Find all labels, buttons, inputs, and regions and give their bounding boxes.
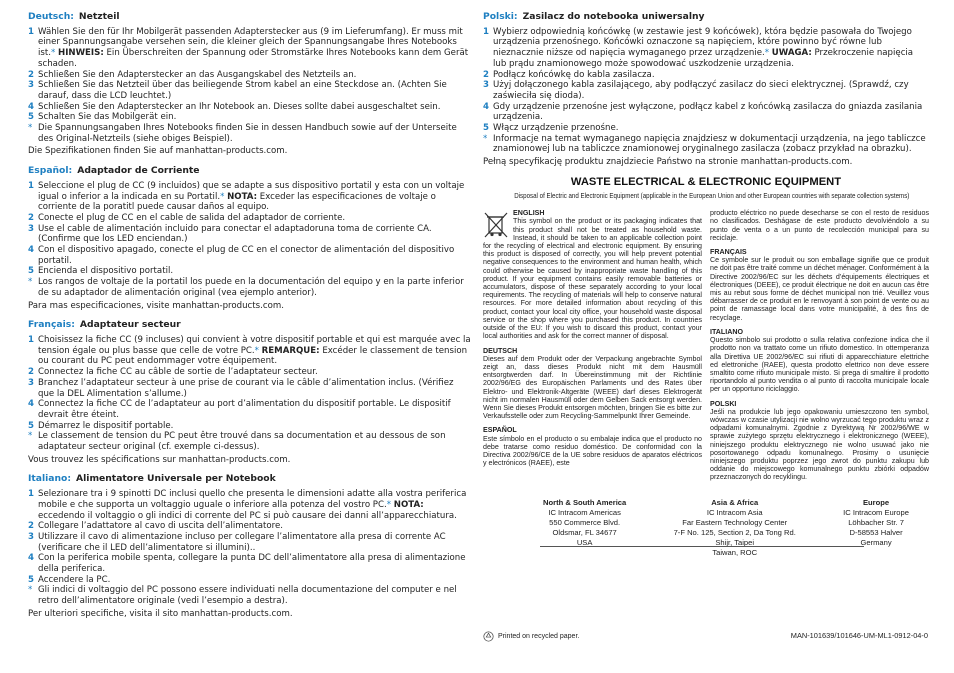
step-item: [483, 80, 929, 101]
step-text: [38, 335, 472, 367]
left-column: [28, 12, 472, 629]
step-number: 2: [28, 367, 34, 378]
step-number: 3: [28, 80, 34, 91]
weee-language-heading: ESPAÑOL: [483, 426, 517, 435]
step-number: 2: [28, 212, 34, 223]
step-item: [28, 213, 472, 224]
step-item: [28, 575, 472, 586]
step-note-label: UWAGA:: [771, 48, 812, 59]
document-code: MAN-101639/101646-UM-ML1-0912-04-0: [790, 631, 928, 640]
section-heading: [28, 166, 472, 177]
step-main-text: Schließen Sie den Adapterstecker an Ihr Notebook an. Dieses sollte dabei ausgeschaltet sein.: [38, 101, 441, 112]
weee-paragraph: Ce symbole sur le produit ou son emballage signifie que ce produit ne doit pas être traité comme un déchet ménager. Conformément à la Directive 2002/96/EC sur les déchets d’équipements électriques et électroniques (DEEE), ce produit électrique ne doit en aucun cas être mis au rebut sous forme de déchet municipal non trié. Veuillez vous débarrasser de ce produit en le renvoyant à son point de vente ou au point de ramassage local dans votre municipalité, à des fins de recyclage.: [710, 256, 929, 322]
step-text: [38, 399, 472, 420]
note-asterisk: *: [50, 48, 56, 59]
section-title: Adaptateur secteur: [79, 319, 181, 331]
step-number: 1: [28, 489, 34, 500]
step-item: [28, 80, 472, 101]
step-main-text: Connectez la fiche CC de l’adaptateur au port d’alimentation du dispositif portable. Le dispositif devrait être éteint.: [38, 399, 451, 420]
step-note-label: HINWEIS:: [58, 48, 104, 59]
step-text: [38, 102, 472, 113]
address-line: 7-F No. 125, Section 2, Da Tong Rd.: [673, 527, 796, 537]
weee-paragraph: Questo simbolo sui prodotto o sulla relativa confezione indica che il prodotto non va trattato come un rifiuto domestico. In ottemperanza alla Direttiva UE 2002/96/EC sui rifiuti di apparecchiature elettriche ed elettroniche (RAEE), questa prodotto elettrico non deve essere smaltito come rifiuto municipale misto. Si prega di smaltire il prodotto riportandolo al punto vendita o al punto di raccolta municipale locale per un opportuno riciclaggio.: [710, 336, 929, 394]
step-item: [28, 266, 472, 277]
step-main-text: Use el cable de alimentación incluido para conectar el adaptadoruna toma de corriente CA. (Confirme que los LED enciendan.): [38, 223, 432, 245]
spec-footer: Die Spezifikationen finden Sie auf manhattan-products.com.: [28, 146, 288, 157]
step-number: 2: [28, 69, 34, 80]
step-main-text: Schließen Sie den Adapterstecker an das Ausgangskabel des Netzteils an.: [38, 69, 357, 80]
address-1: [674, 498, 796, 558]
step-note-label: REMARQUE:: [261, 345, 320, 356]
language-label: Deutsch:: [28, 11, 74, 22]
step-main-text: Choisissez la fiche CC (9 incluses) qui convient à votre dispositif portable et qui est marquée avec la tension égale ou plus basse que celle de votre PC.: [38, 334, 471, 356]
address-line: IC Intracom Asia: [706, 507, 763, 517]
section-title: Netzteil: [78, 11, 120, 22]
weee-paragraph: Este símbolo en el producto o su embalaje indica que el producto no debe tratarse como residuo doméstico. De conformidad con la Directiva 2002/96/CE de la UE sobre residuos de aparatos eléctricos y electrónicos (RAEE), este: [483, 434, 702, 468]
address-line: Germany: [860, 537, 892, 547]
note-asterisk: *: [220, 191, 225, 202]
step-main-text: Schalten Sie das Mobilgerät ein.: [38, 112, 177, 123]
step-number: 1: [483, 26, 489, 37]
section-heading: [28, 12, 472, 23]
voltage-note: [28, 585, 472, 606]
step-text: [38, 181, 472, 213]
note-asterisk: *: [254, 345, 259, 356]
step-main-text: Włącz urządzenie przenośne.: [493, 123, 619, 134]
step-text: [493, 123, 929, 134]
step-main-text: Podłącz końcówkę do kabla zasilacza.: [493, 69, 655, 80]
address-line: D-58553 Halver: [849, 527, 903, 537]
step-number: 5: [28, 420, 34, 431]
step-note-text: Exceder las especificaciones de voltaje o corriente de la poratitl puede causar daños al equipo.: [38, 191, 436, 213]
crossed-bin-icon: [483, 211, 509, 239]
voltage-note: [28, 277, 472, 298]
address-line: Taiwan, ROC: [712, 547, 758, 557]
weee-language-heading: ITALIANO: [710, 327, 743, 336]
step-main-text: Wählen Sie den für Ihr Mobilgerät passenden Adapterstecker aus (9 im Lieferumfang). Er muss mit einer Spannungsangabe versehen sein, die kleiner gleich der Spannungsangabe Ihres Notebooks ist.: [38, 26, 463, 59]
step-main-text: Schließen Sie das Netzteil über das beiliegende Strom kabel an eine Steckdose an. (Achten Sie darauf, dass die LCD leuchtet.): [38, 80, 447, 101]
step-text: [38, 532, 472, 553]
section-title: Alimentatore Universale per Notebook: [76, 473, 276, 485]
step-item: [28, 532, 472, 553]
address-0: [543, 498, 626, 558]
step-number: 1: [28, 180, 34, 191]
note-marker: *: [28, 277, 33, 288]
weee-col-1: [483, 209, 702, 487]
weee-language-heading: FRANÇAIS: [710, 248, 747, 257]
address-line: IC Intracom Europe: [843, 507, 909, 517]
step-text: [493, 27, 929, 70]
step-main-text: Accendere la PC.: [38, 574, 111, 585]
step-item: [28, 224, 472, 245]
step-item: [28, 367, 472, 378]
address-region: North & South America: [543, 497, 627, 507]
step-item: [28, 70, 472, 81]
voltage-note-text: Gli indici di voltaggio del PC possono essere individuati nella documentazione del computer e nel retro dell’alimentatore originale (vedi l’esempio a destra).: [38, 585, 457, 607]
step-text: [38, 70, 472, 81]
spec-footer: Pełną specyfikację produktu znajdziecie Państwo na stronie manhattan-products.com.: [483, 157, 853, 168]
recycled-note: [483, 631, 579, 642]
page-footer: [483, 631, 928, 642]
step-number: 5: [28, 574, 34, 585]
step-main-text: Wybierz odpowiednią końcówkę (w zestawie jest 9 końcówek), która będzie pasowała do Twojego urządzenia przenośnego. Końcówki oznaczone są napięciem, które powinno być równe lub nieznacznie niższe od napięcia wymaganego przez urządzenie.: [493, 26, 912, 59]
step-text: [38, 266, 472, 277]
weee-paragraph: producto eléctrico no puede desecharse se con el resto de residuos no clasificados. Deshágase de este producto devolviéndolo a su punto de venta o a un punto de recolección municipal para su reciclaje.: [710, 209, 929, 242]
weee-paragraph: Jeśli na produkcie lub jego opakowaniu umieszczono ten symbol, wówczas w czasie utylizacji nie wolno wyrzucać tego produktu wraz z odpadami komunalnymi. Zgodnie z Dyrektywą Nr 2002/96/WE w sprawie zużytego sprzętu elektrycznego i elektronicznego (WEEE), niniejszego produktu elektrycznego nie wolno usuwać jako nie posortowanego odpadu komunalnego. Prosimy o usunięcie niniejszego produktu poprzez jego zwrot do punktu zakupu lub oddanie do miejscowego komunalnego punktu zbiórki odpadów przeznaczonych do recyklingu.: [710, 407, 929, 482]
step-text: [38, 489, 472, 521]
step-item: [483, 123, 929, 134]
note-marker: *: [28, 123, 33, 134]
language-label: Italiano:: [28, 473, 72, 485]
step-main-text: Collegare l’adattatore al cavo di uscita dell’alimentatore.: [38, 521, 283, 532]
step-text: [493, 70, 929, 81]
step-item: [28, 553, 472, 574]
section-heading: [28, 474, 472, 485]
step-note-label: NOTA:: [393, 499, 424, 510]
step-number: 5: [28, 112, 34, 123]
voltage-note-text: Los rangos de voltaje de la portatil los puede en la documentación del equipo y en la parte inferior de su adaptador de alimentación original (vea ejemplo anterior).: [38, 277, 464, 298]
step-main-text: Con el dispositivo apagado, conecte el plug de CC en el conector de alimentación del dispositivo portatil.: [38, 245, 455, 266]
step-number: 4: [28, 399, 34, 410]
weee-language-heading: DEUTSCH: [483, 346, 518, 355]
note-asterisk: *: [764, 48, 770, 59]
language-label: Polski:: [483, 11, 518, 22]
section-es: [28, 166, 472, 311]
step-number: 5: [28, 266, 34, 277]
weee-title: WASTE ELECTRICAL & ELECTRONIC EQUIPMENT: [570, 175, 842, 188]
note-marker: *: [28, 585, 33, 596]
step-item: [483, 102, 929, 123]
weee-subtitle: Disposal of Electric and Electronic Equipment (applicable in the European Union and other European countries with separate collection systems): [514, 190, 910, 200]
address-line: IC Intracom Americas: [548, 507, 621, 517]
step-item: [483, 27, 929, 70]
step-item: [28, 521, 472, 532]
step-item: [28, 489, 472, 521]
step-number: 4: [28, 245, 34, 256]
weee-col-2: [710, 209, 929, 487]
step-note-text: eccedendo il voltaggio o gli indici di corrente del PC si può causare dei danni all’apparecchiatura.: [38, 510, 457, 521]
step-number: 4: [483, 101, 489, 112]
note-marker: *: [28, 431, 33, 442]
step-number: 5: [483, 123, 489, 134]
recycled-text: Printed on recycled paper.: [498, 633, 580, 640]
step-main-text: Gdy urządzenie przenośne jest wyłączone, podłącz kabel z końcówką zasilacza do gniazda zasilania urządzenia.: [493, 101, 923, 123]
step-text: [38, 245, 472, 266]
step-text: [38, 213, 472, 224]
step-main-text: Seleccione el plug de CC (9 incluidos) que se adapte a sus dispositivo portatil y esta con un voltaje igual o inferior a la indicada en su Portatil.: [38, 180, 465, 202]
weee-paragraph: This symbol on the product or its packaging indicates that this product shall not be treated as household waste. Instead, it should be taken to an applicable collection point for the recycling of electrical and electronic equipment. By ensuring this product is disposed of correctly, you will help prevent potential negative consequences to the environment and human health, which could otherwise be caused by inappropriate waste handling of this product. If your equipment contains easily removable batteries or accumulators, dispose of these separately according to your local requirements. The recycling of materials will help to conserve natural resources. For more detailed information about recycling of this product, contact your local city office, your household waste disposal service or the shop where you purchased this product. In countries outside of the EU: If you wish to discard this product, contact your local authorities and ask for the correct manner of disposal.: [483, 217, 702, 341]
note-marker: *: [483, 133, 488, 144]
step-number: 3: [483, 80, 489, 91]
address-block: [543, 498, 909, 558]
address-region: Europe: [862, 497, 890, 507]
weee-language-heading: ENGLISH: [513, 209, 545, 218]
step-text: [493, 102, 929, 123]
step-item: [28, 102, 472, 113]
step-text: [38, 80, 472, 101]
address-line: Far Eastern Technology Center: [682, 517, 788, 527]
voltage-note-text: Die Spannungsangaben Ihres Notebooks finden Sie in dessen Handbuch sowie auf der Unterseite des Original-Netzteils (siehe obiges Beispiel).: [38, 123, 457, 144]
step-text: [38, 421, 472, 432]
address-divider: [540, 546, 864, 547]
voltage-note: [28, 123, 472, 144]
step-number: 2: [483, 69, 489, 80]
address-line: Oldsmar, FL 34677: [552, 527, 617, 537]
address-2: [843, 498, 909, 558]
step-item: [28, 335, 472, 367]
step-number: 4: [28, 553, 34, 564]
right-column: [483, 12, 929, 558]
step-text: [493, 80, 929, 101]
voltage-note: [483, 134, 929, 155]
step-text: [38, 378, 472, 399]
section-fr: [28, 320, 472, 465]
address-line: Löhbacher Str. 7: [848, 517, 904, 527]
step-item: [28, 27, 472, 70]
language-label: Français:: [28, 319, 75, 331]
step-number: 2: [28, 521, 34, 532]
step-number: 3: [28, 377, 34, 388]
weee-paragraph: Dieses auf dem Produkt oder der Verpackung angebrachte Symbol zeigt an, dass dieses Produkt nicht mit dem Hausmüll entsorgtwerden darf. In Übereinstimmung mit der Richtlinie 2002/96/EG des Europäischen Parlaments und des Rates über Elektro- und Elektronik-Altgeräte (WEEE) darf dieses Elektrogerät nicht im normalen Hausmüll oder dem Gelben Sack entsorgt werden. Wenn Sie dieses Produkt entsorgen möchten, bringen Sie es bitte zur Verkaufsstelle oder zum Recycling-Sammelpunkt Ihrer Gemeinde.: [483, 354, 702, 421]
step-text: [38, 224, 472, 245]
step-main-text: Encienda el dispositivo portatil.: [38, 266, 174, 277]
step-item: [483, 70, 929, 81]
step-main-text: Użyj dołączonego kabla zasilającego, aby podłączyć zasilacz do sieci elektrycznej. (Sprawdź, czy zaświeciła się dioda).: [493, 80, 909, 101]
step-main-text: Conecte el plug de CC en el cable de salida del adaptador de corriente.: [38, 212, 346, 223]
step-item: [28, 245, 472, 266]
voltage-note-text: Informacje na temat wymaganego napięcia znajdziesz w dokumentacji urządzenia, na jego tabliczce znamionowej lub na tabliczce znamionowej oryginalnego zasilacza (zobacz przykład na obrazku).: [493, 133, 926, 155]
step-text: [38, 27, 472, 70]
section-heading: [483, 12, 929, 23]
address-line: Shijr, Taipei: [715, 537, 755, 547]
step-number: 3: [28, 223, 34, 234]
section-title: Adaptador de Corriente: [77, 165, 200, 177]
step-item: [28, 399, 472, 420]
address-region: Asia & Africa: [711, 497, 759, 507]
section-heading: [28, 320, 472, 331]
note-asterisk: *: [386, 499, 392, 510]
step-item: [28, 378, 472, 399]
step-main-text: Branchez l’adaptateur secteur à une prise de courant via le câble d’alimentation inclus. (Vérifiez que la DEL Alimentation s’allume.): [38, 377, 454, 399]
section-title: Zasilacz do notebooka uniwersalny: [522, 11, 705, 22]
spec-footer: Vous trouvez les spécifications sur manhattan-products.com.: [28, 454, 291, 465]
step-main-text: Con la periferica mobile spenta, collegare la punta DC dell’alimentatore alla presa di alimentazione della periferica.: [38, 553, 466, 575]
voltage-note-text: Le classement de tension du PC peut être trouvé dans sa documentation et au dessous de son adaptateur secteur original (cf. exemple ci-dessus).: [38, 431, 446, 453]
step-item: [28, 112, 472, 123]
step-item: [28, 421, 472, 432]
step-note-text: Przekroczenie napięcia lub prądu znamionowego może spowodować uszkodzenie urządzenia.: [493, 48, 914, 69]
recycle-icon: [483, 631, 494, 642]
voltage-note: [28, 431, 472, 452]
step-main-text: Connectez la fiche CC au câble de sortie de l’adaptateur secteur.: [38, 367, 318, 378]
section-de: [28, 12, 472, 157]
step-number: 4: [28, 101, 34, 112]
address-line: 550 Commerce Blvd.: [549, 517, 621, 527]
step-number: 3: [28, 531, 34, 542]
step-main-text: Démarrez le dispositif portable.: [38, 420, 174, 431]
address-line: USA: [576, 537, 593, 547]
section-pl: [483, 12, 929, 168]
language-label: Español:: [28, 165, 73, 177]
weee-language-heading: POLSKI: [710, 399, 737, 408]
step-text: [38, 521, 472, 532]
spec-footer: Per ulteriori specifiche, visita il sito manhattan-products.com.: [28, 608, 293, 619]
step-text: [38, 575, 472, 586]
step-item: [28, 181, 472, 213]
step-main-text: Selezionare tra i 9 spinotti DC inclusi quello che presenta le dimensioni adatte alla vostra periferica mobile e che supporta un voltaggio uguale o inferiore alla potenza del vostro PC.: [38, 489, 467, 510]
step-note-text: Ein Überschreiten der Spannung oder Stromstärke Ihres Notebooks kann dem Gerät schaden.: [38, 48, 469, 69]
spec-footer: Para mas especificaciones, visite manhattan-products.com.: [28, 300, 284, 311]
step-note-text: Excéder le classement de tension ou courant du PC peut endommager votre équipement.: [38, 345, 468, 367]
step-text: [38, 112, 472, 123]
step-number: 1: [28, 26, 34, 37]
step-text: [38, 367, 472, 378]
step-note-label: NOTA:: [227, 191, 258, 202]
step-text: [38, 553, 472, 574]
weee-columns: [483, 209, 929, 487]
section-it: [28, 474, 472, 619]
step-main-text: Utilizzare il cavo di alimentazione incluso per collegare l’alimentatore alla presa di corrente AC (verificare che il LED dell’alimentatore si illumini)..: [38, 531, 446, 553]
step-number: 1: [28, 334, 34, 345]
